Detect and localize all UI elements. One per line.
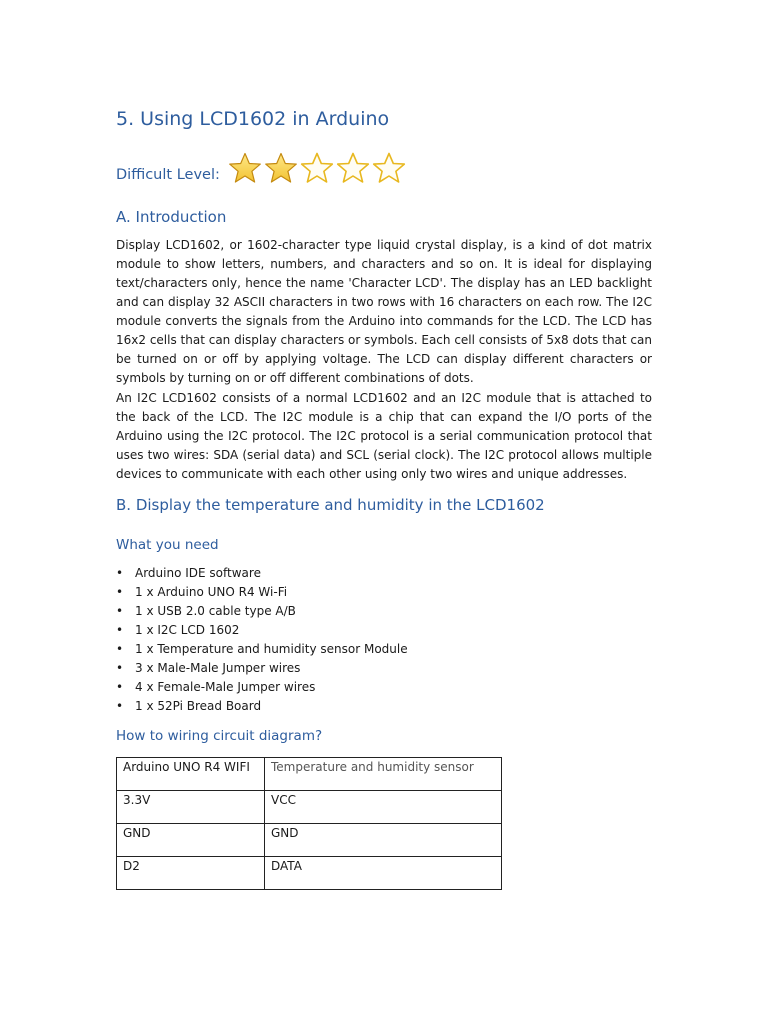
table-cell: 3.3V — [117, 791, 265, 824]
difficulty-row — [116, 148, 406, 188]
table-cell: VCC — [265, 791, 502, 824]
list-item: • Arduino IDE software — [116, 564, 408, 583]
table-row — [117, 824, 502, 857]
wiring-table — [116, 757, 502, 890]
parts-list — [116, 564, 408, 716]
list-item: • 3 x Male-Male Jumper wires — [116, 659, 408, 678]
table-header-cell: Temperature and humidity sensor — [265, 758, 502, 791]
difficulty-stars — [228, 152, 406, 184]
section-b-heading: B. Display the temperature and humidity in the LCD1602 — [116, 496, 545, 514]
list-item: • 4 x Female-Male Jumper wires — [116, 678, 408, 697]
table-header-row — [117, 758, 502, 791]
bullet-icon: • — [116, 661, 124, 675]
bullet-icon: • — [116, 585, 124, 599]
what-you-need-heading: What you need — [116, 537, 219, 553]
table-cell: GND — [117, 824, 265, 857]
wiring-heading: How to wiring circuit diagram? — [116, 728, 323, 744]
list-item: • 1 x I2C LCD 1602 — [116, 621, 408, 640]
page-title: 5. Using LCD1602 in Arduino — [116, 108, 390, 130]
bullet-icon: • — [116, 566, 124, 580]
table-row — [117, 857, 502, 890]
list-item: • 1 x 52Pi Bread Board — [116, 697, 408, 716]
difficulty-label: Difficult Level: — [116, 167, 220, 183]
list-item: • 1 x USB 2.0 cable type A/B — [116, 602, 408, 621]
bullet-icon: • — [116, 623, 124, 637]
star-empty-icon — [336, 152, 370, 184]
table-cell: DATA — [265, 857, 502, 890]
bullet-icon: • — [116, 680, 124, 694]
star-filled-icon — [264, 152, 298, 184]
list-item: • 1 x Temperature and humidity sensor Module — [116, 640, 408, 659]
star-empty-icon — [300, 152, 334, 184]
star-filled-icon — [228, 152, 262, 184]
intro-paragraph: An I2C LCD1602 consists of a normal LCD1602 and an I2C module that is attached to the back of the LCD. The I2C module is a chip that can expand the I/O ports of the Arduino using the I2C protocol. The I2C protocol is a serial communication protocol that uses two wires: SDA (serial data) and SCL (serial clock). The I2C protocol allows multiple devices to communicate with each other using only two wires and unique addresses. — [116, 391, 652, 481]
bullet-icon: • — [116, 642, 124, 656]
table-header-cell: Arduino UNO R4 WIFI — [117, 758, 265, 791]
table-cell: GND — [265, 824, 502, 857]
table-row — [117, 791, 502, 824]
bullet-icon: • — [116, 699, 124, 713]
bullet-icon: • — [116, 604, 124, 618]
intro-heading: A. Introduction — [116, 208, 227, 226]
intro-paragraph: Display LCD1602, or 1602-character type liquid crystal display, is a kind of dot matrix module to show letters, numbers, and characters and so on. It is ideal for displaying text/characters only, hence the name 'Character LCD'. The display has an LED backlight and can display 32 ASCII characters in two rows with 16 characters on each row. The I2C module converts the signals from the Arduino into commands for the LCD. The LCD has 16x2 cells that can display characters or symbols. Each cell consists of 5x8 dots that can be turned on or off by applying voltage. The LCD can display different characters or symbols by turning on or off different combinations of dots. — [116, 238, 652, 385]
table-cell: D2 — [117, 857, 265, 890]
star-empty-icon — [372, 152, 406, 184]
list-item: • 1 x Arduino UNO R4 Wi-Fi — [116, 583, 408, 602]
